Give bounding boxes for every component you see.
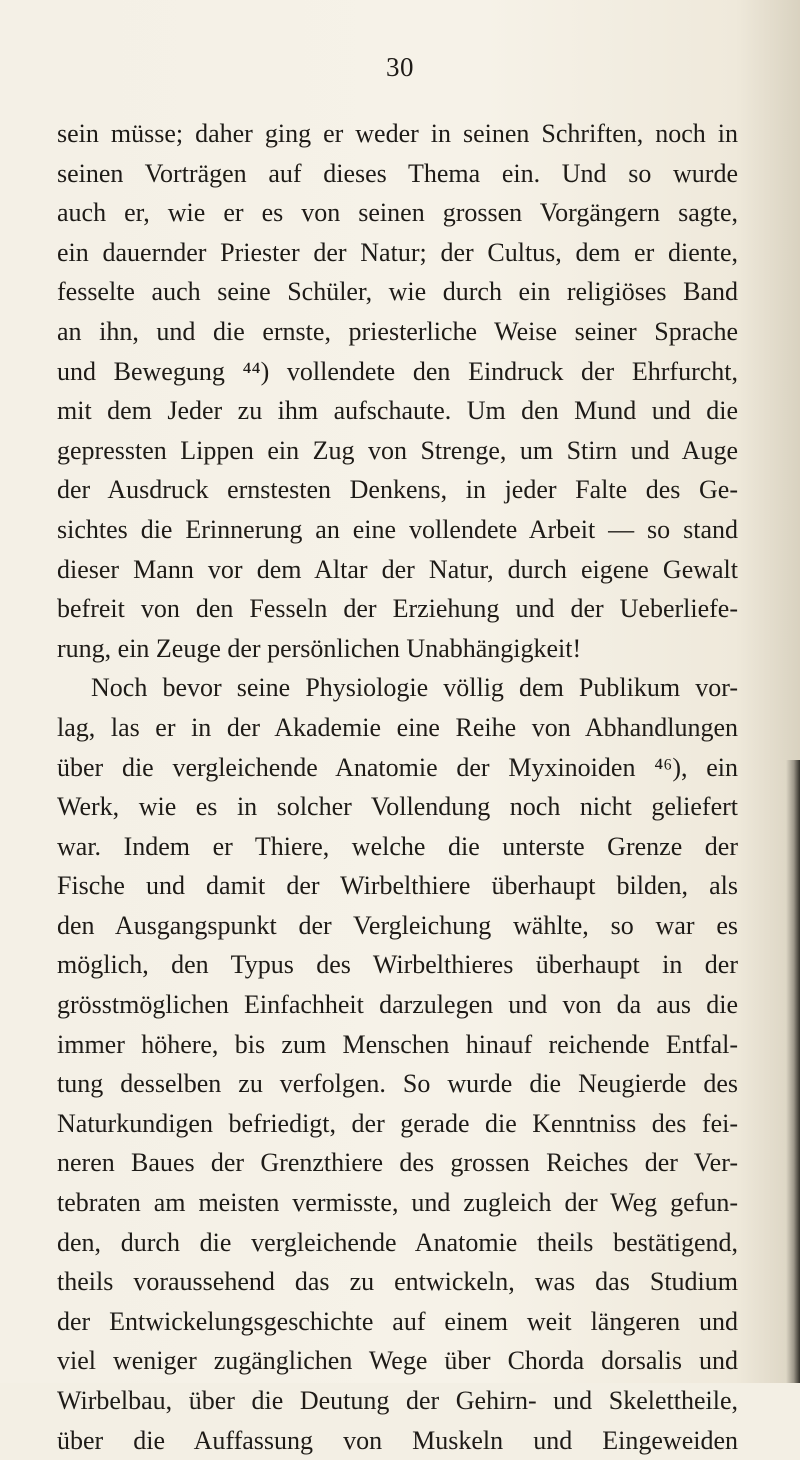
text-line: gepressten Lippen ein Zug von Strenge, um Stirn und Auge	[57, 435, 738, 465]
text-line: sein müsse; daher ging er weder in seinen Schriften, noch in	[57, 119, 738, 148]
text-line: und Bewegung ⁴⁴) vollendete den Eindruck der Ehrfurcht,	[57, 356, 738, 386]
text-line: tebraten am meisten vermisste, und zugleich der Weg gefun-	[57, 1188, 738, 1218]
text-line: neren Baues der Grenzthiere des grossen Reiches der Ver-	[57, 1148, 738, 1178]
text-line: den, durch die vergleichende Anatomie theils bestätigend,	[57, 1227, 738, 1257]
page-edge-shadow	[786, 760, 800, 1383]
text-line: tung desselben zu verfolgen. So wurde die Neugierde des	[57, 1069, 738, 1099]
text-line: immer höhere, bis zum Menschen hinauf reichende Entfal-	[57, 1029, 738, 1059]
text-line: Wirbelbau, über die Deutung der Gehirn- und Skelettheile,	[57, 1386, 738, 1415]
text-line: der Entwickelungsgeschichte auf einem weit längeren und	[57, 1306, 738, 1336]
text-line: grösstmöglichen Einfachheit darzulegen und von da aus die	[57, 990, 738, 1020]
paragraph-end-line: rung, ein Zeuge der persönlichen Unabhängigkeit!	[57, 633, 582, 663]
text-line: über die vergleichende Anatomie der Myxinoiden ⁴⁶), ein	[57, 752, 738, 782]
text-line: an ihn, und die ernste, priesterliche Weise seiner Sprache	[57, 316, 738, 346]
text-line: ein dauernder Priester der Natur; der Cultus, dem er diente,	[57, 237, 738, 267]
text-line: über die Auffassung von Muskeln und Eingeweiden	[57, 1425, 738, 1455]
text-line: auch er, wie er es von seinen grossen Vorgängern sagte,	[57, 198, 738, 228]
text-line: befreit von den Fesseln der Erziehung und der Ueberliefe-	[57, 594, 738, 624]
text-line: Werk, wie es in solcher Vollendung noch nicht geliefert	[57, 792, 738, 822]
text-line: Fische und damit der Wirbelthiere überhaupt bilden, als	[57, 871, 738, 901]
text-line: der Ausdruck ernstesten Denkens, in jeder Falte des Ge-	[57, 475, 738, 505]
text-line: Naturkundigen befriedigt, der gerade die Kenntniss des fei-	[57, 1108, 738, 1138]
text-line: seinen Vorträgen auf dieses Thema ein. Und so wurde	[57, 158, 738, 188]
text-line: viel weniger zugänglichen Wege über Chorda dorsalis und	[57, 1346, 738, 1376]
text-line: mit dem Jeder zu ihm aufschaute. Um den Mund und die	[57, 396, 738, 426]
body-text	[57, 114, 738, 1460]
text-line: lag, las er in der Akademie eine Reihe von Abhandlungen	[57, 712, 738, 742]
text-line: fesselte auch seine Schüler, wie durch ein religiöses Band	[57, 277, 738, 307]
text-line: sichtes die Erinnerung an eine vollendete Arbeit — so stand	[57, 514, 738, 544]
paragraph-start-line: Noch bevor seine Physiologie völlig dem Publikum vor-	[91, 673, 738, 703]
text-line: den Ausgangspunkt der Vergleichung wählte, so war es	[57, 910, 738, 940]
text-line: möglich, den Typus des Wirbelthieres überhaupt in der	[57, 950, 738, 980]
page-number: 30	[386, 52, 414, 82]
text-line: dieser Mann vor dem Altar der Natur, durch eigene Gewalt	[57, 554, 738, 584]
text-line: war. Indem er Thiere, welche die unterste Grenze der	[57, 831, 738, 861]
text-line: theils voraussehend das zu entwickeln, was das Studium	[57, 1267, 738, 1297]
